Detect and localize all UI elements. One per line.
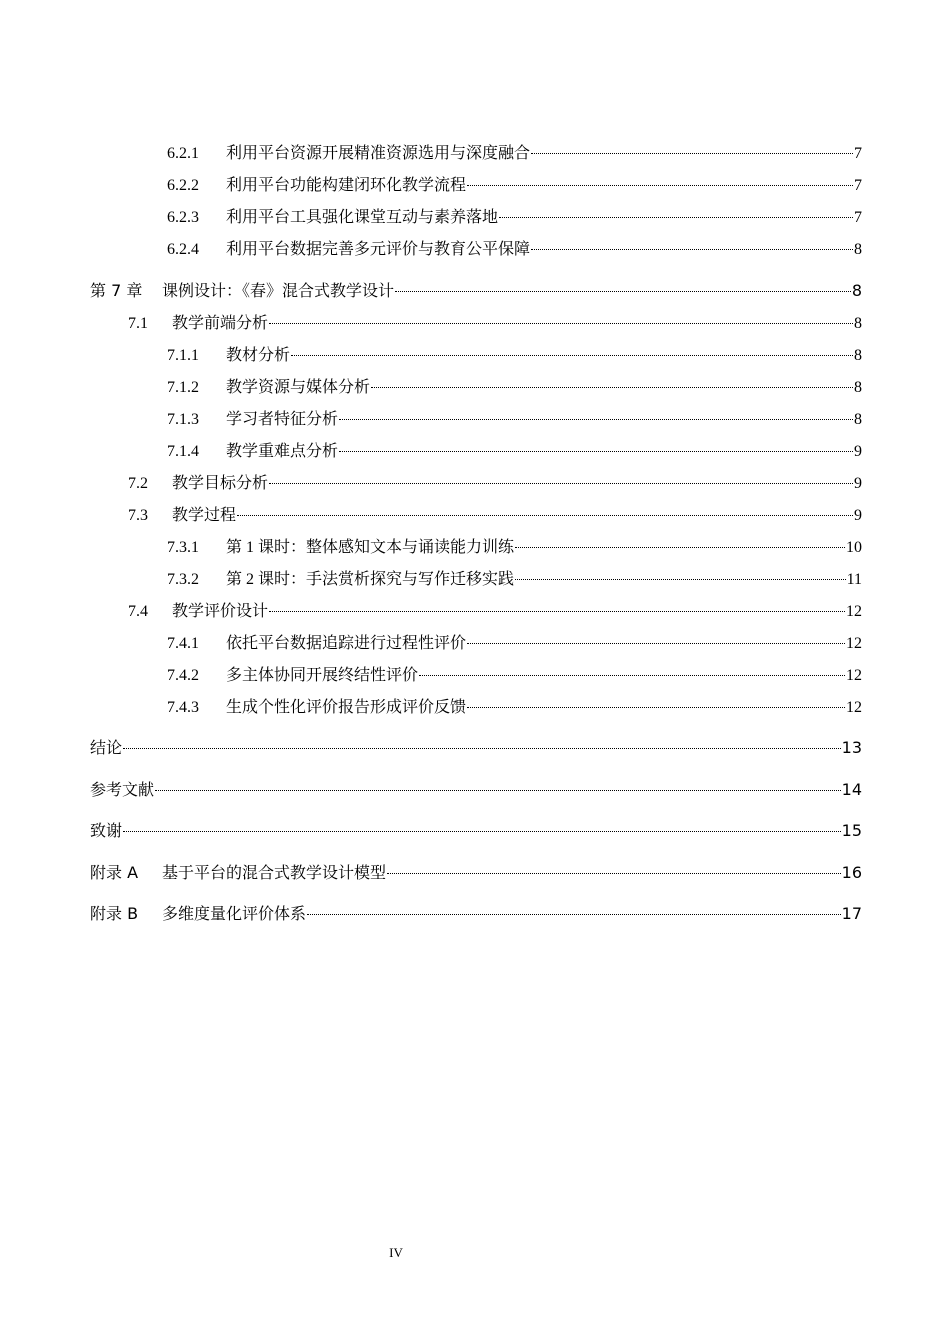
toc-entry[interactable] xyxy=(90,278,862,301)
toc-entry-title: 多主体协同开展终结性评价 xyxy=(226,667,419,684)
toc-dot-leader xyxy=(339,451,853,452)
toc-entry-page: 15 xyxy=(841,821,862,840)
toc-entry[interactable] xyxy=(90,342,862,365)
toc-entry-number: 7.1.2 xyxy=(167,379,199,396)
toc-entry[interactable] xyxy=(90,662,862,685)
toc-entry[interactable] xyxy=(90,172,862,195)
toc-entry-number: 7.1.4 xyxy=(167,443,199,460)
toc-entry[interactable] xyxy=(90,630,862,653)
toc-entry-page: 8 xyxy=(854,411,862,428)
toc-entry-number: 6.2.4 xyxy=(167,241,199,258)
toc-entry-number: 7.1.1 xyxy=(167,347,199,364)
toc-entry-number: 7.2 xyxy=(128,475,148,492)
toc-dot-leader xyxy=(371,387,853,388)
toc-entry[interactable] xyxy=(90,374,862,397)
toc-dot-leader xyxy=(419,675,845,676)
toc-entry[interactable] xyxy=(90,566,862,589)
toc-entry[interactable] xyxy=(90,860,862,883)
toc-entry-page: 10 xyxy=(846,539,862,556)
toc-entry-page: 8 xyxy=(854,347,862,364)
toc-dot-leader xyxy=(395,291,851,292)
toc-entry[interactable] xyxy=(90,818,862,841)
toc-entry[interactable] xyxy=(90,694,862,717)
toc-entry-page: 11 xyxy=(846,571,862,588)
toc-dot-leader xyxy=(155,790,841,791)
toc-entry-number: 7.4.2 xyxy=(167,667,199,684)
toc-entry-page: 12 xyxy=(846,603,862,620)
toc-entry-title: 生成个性化评价报告形成评价反馈 xyxy=(226,699,467,716)
toc-dot-leader xyxy=(269,323,853,324)
toc-entry-page: 7 xyxy=(854,145,862,162)
toc-dot-leader xyxy=(467,707,845,708)
toc-entry-page: 14 xyxy=(841,780,862,799)
toc-entry-title: 利用平台资源开展精准资源选用与深度融合 xyxy=(226,145,531,162)
toc-entry[interactable] xyxy=(90,735,862,758)
toc-entry-number: 6.2.2 xyxy=(167,177,199,194)
toc-entry-title: 基于平台的混合式教学设计模型 xyxy=(162,863,387,882)
toc-entry[interactable] xyxy=(90,901,862,924)
page-number-footer: IV xyxy=(389,1245,403,1260)
toc-entry[interactable] xyxy=(90,502,862,525)
toc-entry-number: 6.2.3 xyxy=(167,209,199,226)
toc-entry-page: 7 xyxy=(854,209,862,226)
toc-dot-leader xyxy=(237,515,853,516)
toc-entry-page: 16 xyxy=(841,863,862,882)
toc-entry-page: 12 xyxy=(846,667,862,684)
toc-dot-leader xyxy=(307,914,841,915)
toc-entry-page: 8 xyxy=(854,241,862,258)
toc-entry-number: 第 7 章 xyxy=(90,281,143,300)
toc-entry-page: 12 xyxy=(846,699,862,716)
toc-entry[interactable] xyxy=(90,598,862,621)
toc-dot-leader xyxy=(499,217,853,218)
toc-dot-leader xyxy=(515,579,846,580)
toc-entry-title: 利用平台功能构建闭环化教学流程 xyxy=(226,177,467,194)
toc-entry-title: 教学前端分析 xyxy=(172,315,269,332)
toc-dot-leader xyxy=(467,643,845,644)
toc-entry-page: 8 xyxy=(854,379,862,396)
toc-entry[interactable] xyxy=(90,777,862,800)
toc-entry-page: 9 xyxy=(854,475,862,492)
toc-entry-title: 教学目标分析 xyxy=(172,475,269,492)
toc-entry-title: 教学资源与媒体分析 xyxy=(226,379,371,396)
toc-dot-leader xyxy=(123,748,841,749)
toc-entry-page: 8 xyxy=(854,315,862,332)
toc-entry-page: 13 xyxy=(841,738,862,757)
toc-entry-title: 多维度量化评价体系 xyxy=(162,904,307,923)
toc-entry-number: 7.3.1 xyxy=(167,539,199,556)
toc-entry[interactable] xyxy=(90,470,862,493)
toc-entry-title: 依托平台数据追踪进行过程性评价 xyxy=(226,635,467,652)
toc-dot-leader xyxy=(515,547,845,548)
toc-entry-number: 7.4.1 xyxy=(167,635,199,652)
toc-entry-number: 7.1 xyxy=(128,315,148,332)
toc-entry-page: 9 xyxy=(854,443,862,460)
toc-entry-page: 12 xyxy=(846,635,862,652)
toc-entry-title: 课例设计：《春》混合式教学设计 xyxy=(162,281,395,300)
toc-entry-number: 附录 B xyxy=(90,904,139,923)
toc-dot-leader xyxy=(387,873,841,874)
toc-entry-number: 7.4 xyxy=(128,603,148,620)
toc-dot-leader xyxy=(269,611,845,612)
toc-entry[interactable] xyxy=(90,534,862,557)
toc-dot-leader xyxy=(123,831,841,832)
toc-entry-number: 6.2.1 xyxy=(167,145,199,162)
toc-entry-title: 利用平台数据完善多元评价与教育公平保障 xyxy=(226,241,531,258)
toc-entry-page: 17 xyxy=(841,904,862,923)
toc-dot-leader xyxy=(291,355,853,356)
toc-entry-number: 7.3.2 xyxy=(167,571,199,588)
toc-entry-title: 利用平台工具强化课堂互动与素养落地 xyxy=(226,209,499,226)
toc-dot-leader xyxy=(531,153,853,154)
toc-dot-leader xyxy=(269,483,853,484)
toc-dot-leader xyxy=(467,185,853,186)
toc-entry-page: 9 xyxy=(854,507,862,524)
toc-entry-page: 8 xyxy=(851,281,862,300)
toc-entry-page: 7 xyxy=(854,177,862,194)
toc-entry[interactable] xyxy=(90,438,862,461)
toc-entry-title: 致谢 xyxy=(90,821,123,840)
toc-entry[interactable] xyxy=(90,140,862,163)
toc-entry-title: 教材分析 xyxy=(226,347,291,364)
toc-entry-title: 教学评价设计 xyxy=(172,603,269,620)
toc-entry-title: 第 1 课时：整体感知文本与诵读能力训练 xyxy=(226,539,515,556)
toc-entry-number: 附录 A xyxy=(90,863,139,882)
toc-entry-title: 第 2 课时：手法赏析探究与写作迁移实践 xyxy=(226,571,515,588)
toc-entry-number: 7.4.3 xyxy=(167,699,199,716)
toc-entry-title: 结论 xyxy=(90,738,123,757)
toc-entry[interactable] xyxy=(90,204,862,227)
toc-entry-number: 7.1.3 xyxy=(167,411,199,428)
toc-entry[interactable] xyxy=(90,310,862,333)
toc-entry-title: 教学重难点分析 xyxy=(226,443,339,460)
toc-entry-title: 教学过程 xyxy=(172,507,237,524)
toc-entry[interactable] xyxy=(90,406,862,429)
toc-entry-number: 7.3 xyxy=(128,507,148,524)
toc-dot-leader xyxy=(531,249,853,250)
toc-dot-leader xyxy=(339,419,853,420)
toc-entry[interactable] xyxy=(90,236,862,259)
toc-entry-title: 参考文献 xyxy=(90,780,155,799)
toc-entry-title: 学习者特征分析 xyxy=(226,411,339,428)
